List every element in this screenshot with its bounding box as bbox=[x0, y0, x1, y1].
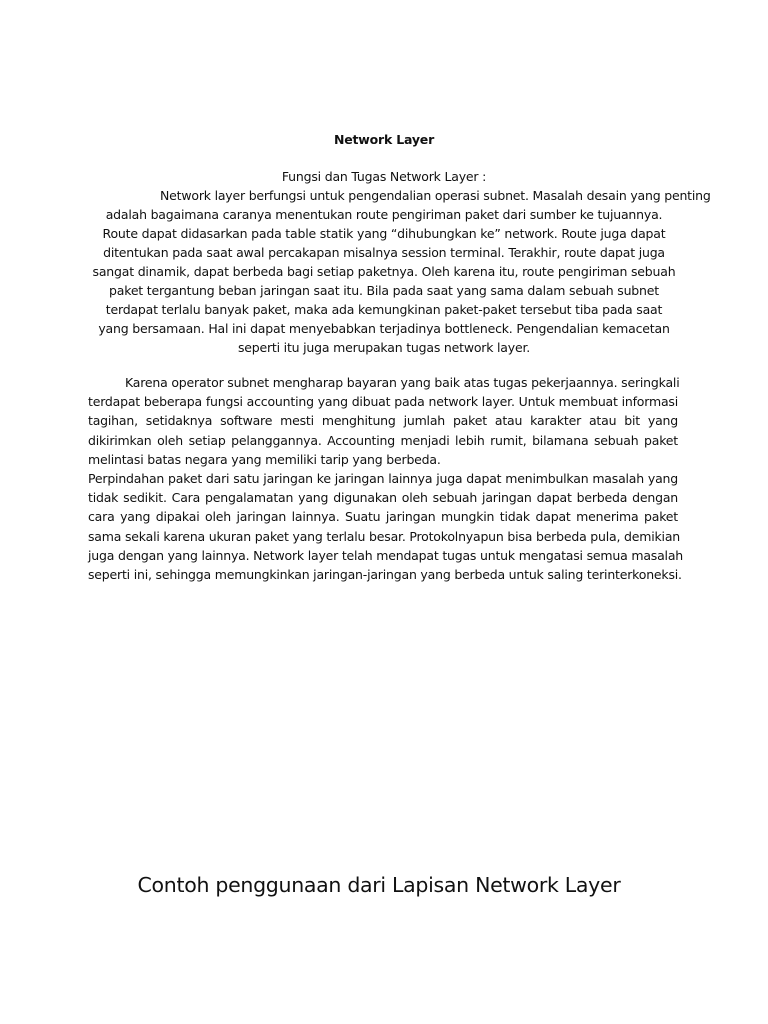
paragraph-line: Route dapat didasarkan pada table statik yang “dihubungkan ke” network. Route juga dapat bbox=[102, 226, 666, 241]
paragraph-line: sangat dinamik, dapat berbeda bagi setiap paketnya. Oleh karena itu, route pengiriman sebuah bbox=[92, 264, 676, 279]
paragraph-line: sama sekali karena ukuran paket yang terlalu besar. Protokolnyapun bisa berbeda pula, demikian bbox=[88, 528, 681, 544]
paragraph-line: dikirimkan oleh setiap pelanggannya. Accounting menjadi lebih rumit, bilamana sebuah paket bbox=[88, 432, 678, 448]
paragraph-line: Karena operator subnet mengharap bayaran yang baik atas tugas pekerjaannya. seringkali bbox=[125, 375, 680, 390]
section-caption: Contoh penggunaan dari Lapisan Network Layer bbox=[137, 873, 621, 897]
paragraph-line: terdapat beberapa fungsi accounting yang dibuat pada network layer. Untuk membuat informasi bbox=[88, 394, 678, 410]
paragraph-line: yang bersamaan. Hal ini dapat menyebabkan terjadinya bottleneck. Pengendalian kemacetan bbox=[98, 321, 670, 336]
paragraph-line: terdapat terlalu banyak paket, maka ada kemungkinan paket-paket tersebut tiba pada saat bbox=[105, 302, 663, 317]
paragraph-line: melintasi batas negara yang memiliki tarip yang berbeda. bbox=[88, 451, 441, 467]
paragraph-line: paket tergantung beban jaringan saat itu. Bila pada saat yang sama dalam sebuah subnet bbox=[109, 283, 659, 298]
paragraph-line: adalah bagaimana caranya menentukan route pengiriman paket dari sumber ke tujuannya. bbox=[105, 207, 663, 222]
paragraph-accounting-and-internetworking bbox=[88, 373, 684, 584]
paragraph-network-layer-function bbox=[86, 186, 711, 357]
paragraph-line: ditentukan pada saat awal percakapan misalnya session terminal. Terakhir, route dapat juga bbox=[103, 245, 665, 260]
paragraph-line: tagihan, setidaknya software mesti menghitung jumlah paket atau karakter atau bit yang bbox=[88, 413, 678, 429]
paragraph-line: tidak sedikit. Cara pengalamatan yang digunakan oleh sebuah jaringan dapat berbeda dengan bbox=[88, 490, 678, 506]
paragraph-line: seperti ini, sehingga memungkinkan jaringan-jaringan yang berbeda untuk saling terinterkoneksi. bbox=[88, 566, 682, 582]
document-title: Network Layer bbox=[333, 132, 435, 147]
paragraph-line: Perpindahan paket dari satu jaringan ke jaringan lainnya juga dapat menimbulkan masalah yang bbox=[88, 470, 678, 486]
paragraph-line: cara yang dipakai oleh jaringan lainnya. Suatu jaringan mungkin tidak dapat menerima paket bbox=[88, 509, 678, 525]
paragraph-line: seperti itu juga merupakan tugas network layer. bbox=[237, 340, 531, 355]
paragraph-line: juga dengan yang lainnya. Network layer telah mendapat tugas untuk mengatasi semua masalah bbox=[88, 547, 684, 563]
paragraph-line: Network layer berfungsi untuk pengendalian operasi subnet. Masalah desain yang penting bbox=[160, 188, 711, 203]
section-subtitle: Fungsi dan Tugas Network Layer : bbox=[281, 169, 487, 184]
